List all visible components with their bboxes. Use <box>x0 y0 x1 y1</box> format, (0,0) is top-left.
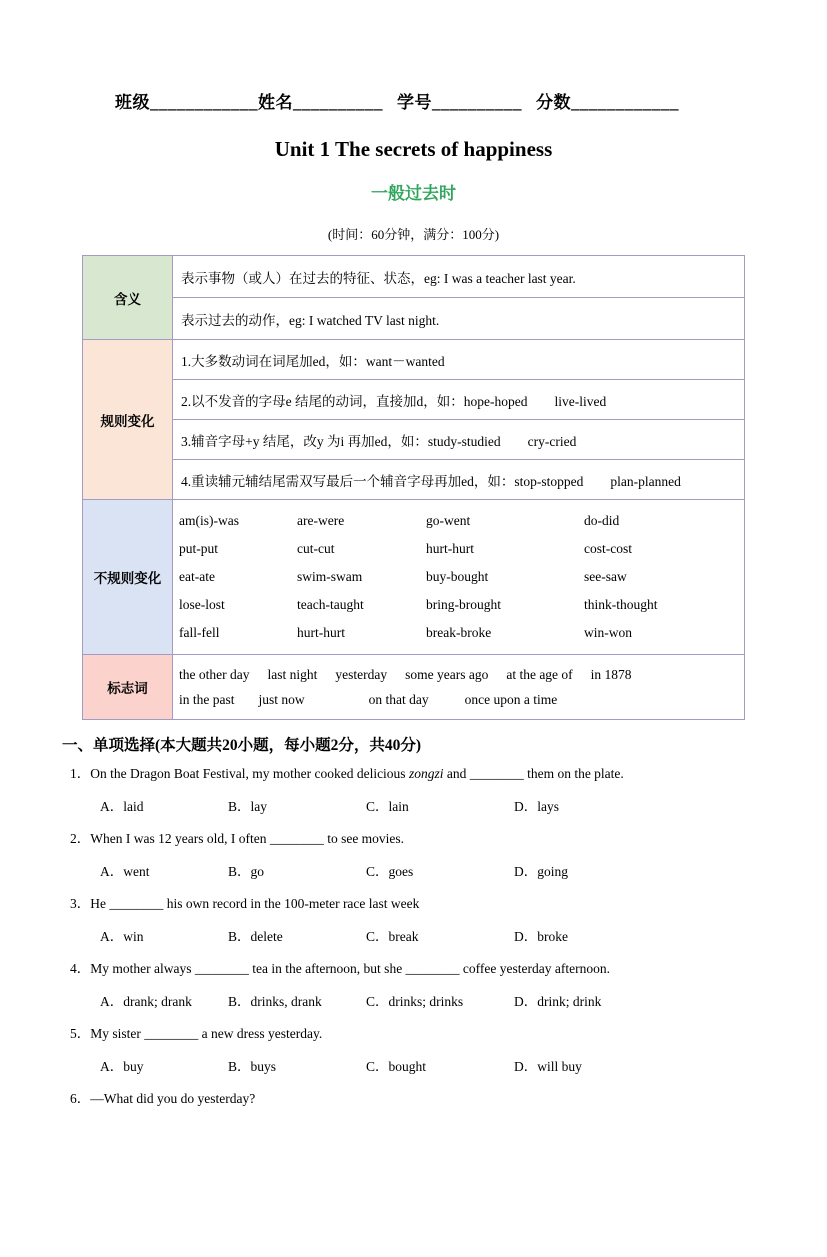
question-3 <box>62 888 765 953</box>
option-a: A．buy <box>100 1058 144 1074</box>
question-number: 3． <box>70 896 91 911</box>
verb-pair: go-went <box>426 513 471 528</box>
question-2-stem <box>70 823 765 856</box>
option-b: B．go <box>228 863 265 879</box>
regular-rule-4: 4.重读辅元辅结尾需双写最后一个辅音字母再加ed，如：stop-stopped plan-planned <box>173 460 745 500</box>
verb-pair: think-thought <box>584 597 658 612</box>
verb-pair: win-won <box>584 625 632 640</box>
option-c: C．bought <box>366 1058 427 1074</box>
signal-words-line <box>179 687 738 712</box>
verb-pair: put-put <box>179 541 218 556</box>
signal-word: at the age of <box>506 666 573 682</box>
student-id-field-label: 学号 <box>397 93 432 112</box>
meaning-rule-1: 表示事物（或人）在过去的特征、状态，eg: I was a teacher last year. <box>173 256 745 298</box>
signal-word: just now <box>258 691 305 707</box>
verb-pair: eat-ate <box>179 569 215 584</box>
irregular-verbs-line <box>179 563 738 591</box>
verb-pair: hurt-hurt <box>426 541 474 556</box>
verb-pair: buy-bought <box>426 569 489 584</box>
question-number: 6． <box>70 1091 91 1106</box>
stem-text: My mother always ________ tea in the afternoon, but she ________ coffee yesterday afternoon. <box>90 961 610 976</box>
stem-text: He ________ his own record in the 100-meter race last week <box>90 896 420 911</box>
verb-pair: cost-cost <box>584 541 632 556</box>
signal-word: last night <box>267 666 318 682</box>
verb-pair: fall-fell <box>179 625 220 640</box>
verb-pair: cut-cut <box>297 541 335 556</box>
option-d: D．lays <box>514 798 559 814</box>
name-field-label: 姓名 <box>258 93 293 112</box>
option-c: C．break <box>366 928 419 944</box>
signal-word: the other day <box>179 666 250 682</box>
verb-pair: break-broke <box>426 625 492 640</box>
question-6-stem <box>70 1083 765 1116</box>
verb-pair: are-were <box>297 513 345 528</box>
option-c: C．goes <box>366 863 414 879</box>
question-number: 4． <box>70 961 91 976</box>
question-3-stem <box>70 888 765 921</box>
irregular-verbs-line <box>179 619 738 647</box>
question-4-options <box>100 986 765 1019</box>
signal-word: in 1878 <box>590 666 632 682</box>
question-number: 1． <box>70 766 91 781</box>
option-d: D．going <box>514 863 568 879</box>
option-d: D．drink; drink <box>514 993 602 1009</box>
irregular-verbs-line <box>179 591 738 619</box>
regular-rule-3: 3.辅音字母+y 结尾，改y 为i 再加ed，如：study-studied cry-cried <box>173 420 745 460</box>
irregular-verbs-cell <box>173 500 745 655</box>
question-1-options <box>100 791 765 824</box>
page-subtitle: 一般过去时 <box>371 184 456 203</box>
irregular-verbs-line <box>179 535 738 563</box>
question-5 <box>62 1018 765 1083</box>
question-6 <box>62 1083 765 1116</box>
worksheet-page <box>0 88 827 1116</box>
class-field-blank: ____________ <box>150 93 258 112</box>
question-1-stem <box>70 758 765 791</box>
stem-text: When I was 12 years old, I often ________ to see movies. <box>90 831 405 846</box>
regular-rule-2: 2.以不发音的字母e 结尾的动词，直接加d，如：hope-hoped live-lived <box>173 380 745 420</box>
signal-word: some years ago <box>405 666 489 682</box>
verb-pair: do-did <box>584 513 620 528</box>
meaning-rule-2: 表示过去的动作，eg: I watched TV last night. <box>173 298 745 340</box>
signal-word: in the past <box>179 691 235 707</box>
option-c: C．drinks; drinks <box>366 993 464 1009</box>
student-id-field-blank: __________ <box>432 93 522 112</box>
verb-pair: am(is)-was <box>179 513 239 528</box>
time-score-meta: (时间：60分钟，满分：100分) <box>327 227 500 242</box>
verb-pair: see-saw <box>584 569 627 584</box>
question-5-stem <box>70 1018 765 1051</box>
signal-words-line <box>179 662 738 687</box>
fill-in-header <box>115 88 765 113</box>
question-4-stem <box>70 953 765 986</box>
option-a: A．drank; drank <box>100 993 192 1009</box>
question-5-options <box>100 1051 765 1084</box>
verb-pair: swim-swam <box>297 569 363 584</box>
option-a: A．laid <box>100 798 144 814</box>
option-b: B．drinks, drank <box>228 993 322 1009</box>
signal-words-cell <box>173 655 745 720</box>
question-2-options <box>100 856 765 889</box>
grammar-summary-table <box>82 255 745 720</box>
question-list <box>62 758 765 1116</box>
irregular-verbs-line <box>179 507 738 535</box>
verb-pair: teach-taught <box>297 597 364 612</box>
stem-text: —What did you do yesterday? <box>90 1091 256 1106</box>
option-a: A．win <box>100 928 144 944</box>
option-a: A．went <box>100 863 150 879</box>
name-field-blank: __________ <box>293 93 383 112</box>
question-3-options <box>100 921 765 954</box>
stem-italic-text: zongzi <box>408 766 444 781</box>
stem-text: On the Dragon Boat Festival, my mother cooked delicious <box>90 766 409 781</box>
question-1 <box>62 758 765 823</box>
question-number: 2． <box>70 831 91 846</box>
question-2 <box>62 823 765 888</box>
row-header-meaning: 含义 <box>83 256 173 340</box>
signal-word: on that day <box>368 691 429 707</box>
class-field-label: 班级 <box>115 93 150 112</box>
score-field-blank: ____________ <box>571 93 679 112</box>
option-d: D．will buy <box>514 1058 582 1074</box>
option-d: D．broke <box>514 928 568 944</box>
verb-pair: lose-lost <box>179 597 225 612</box>
option-b: B．lay <box>228 798 267 814</box>
stem-text: and ________ them on the plate. <box>443 766 624 781</box>
question-4 <box>62 953 765 1018</box>
stem-text: My sister ________ a new dress yesterday. <box>90 1026 323 1041</box>
option-c: C．lain <box>366 798 409 814</box>
verb-pair: bring-brought <box>426 597 501 612</box>
row-header-irregular: 不规则变化 <box>83 500 173 655</box>
row-header-regular: 规则变化 <box>83 340 173 500</box>
signal-word: yesterday <box>335 666 388 682</box>
signal-word: once upon a time <box>464 691 558 707</box>
verb-pair: hurt-hurt <box>297 625 345 640</box>
score-field-label: 分数 <box>536 93 571 112</box>
question-number: 5． <box>70 1026 91 1041</box>
option-b: B．delete <box>228 928 283 944</box>
row-header-signal-words: 标志词 <box>83 655 173 720</box>
section-1-heading: 一、单项选择(本大题共20小题，每小题2分，共40分) <box>62 737 422 754</box>
regular-rule-1: 1.大多数动词在词尾加ed，如：want－wanted <box>173 340 745 380</box>
page-title: Unit 1 The secrets of happiness <box>274 137 553 161</box>
option-b: B．buys <box>228 1058 277 1074</box>
